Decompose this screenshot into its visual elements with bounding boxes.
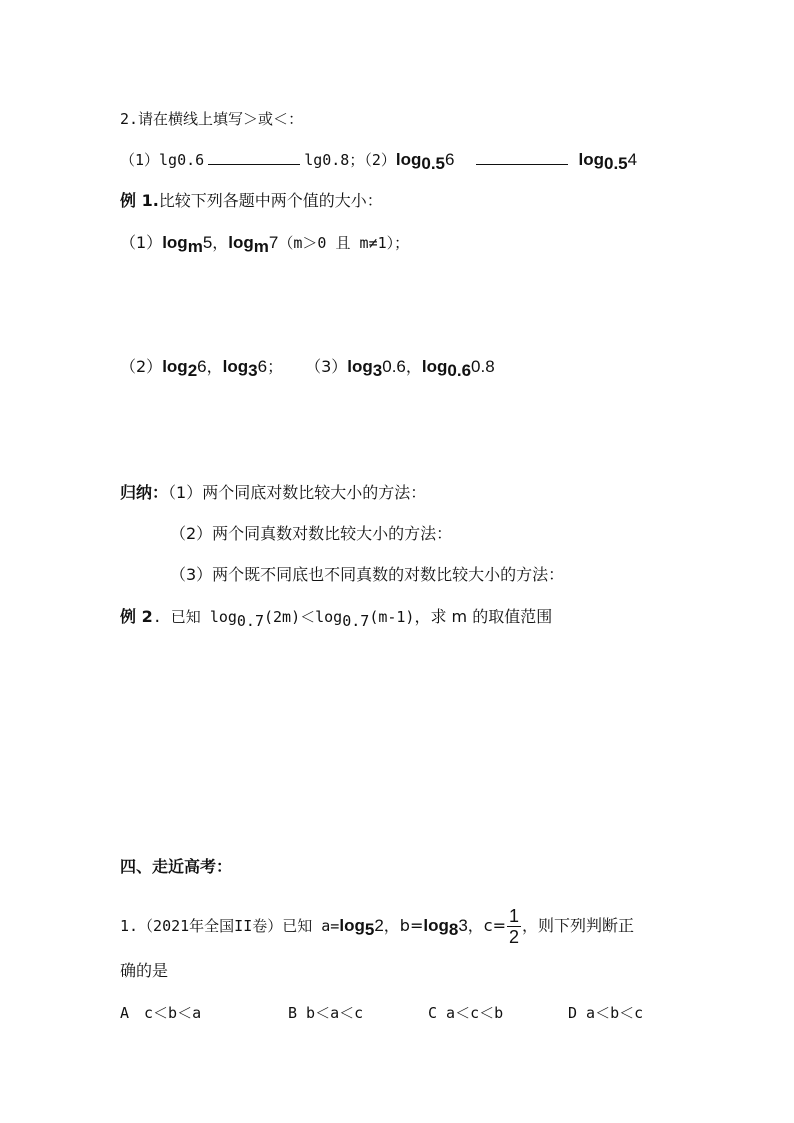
log-base: 8 xyxy=(448,920,459,939)
log-text: log xyxy=(209,608,237,626)
log-argument: 2 xyxy=(374,916,384,935)
log-argument: 0.6 xyxy=(382,357,406,376)
example-2-tail: ，求 m 的取值范围 xyxy=(414,607,553,626)
log-text: log xyxy=(423,916,449,935)
part-1-open: （1） xyxy=(120,151,160,169)
log-base: 0.7 xyxy=(342,612,370,630)
log-argument: 7 xyxy=(268,233,279,252)
log-base: 0.6 xyxy=(447,361,472,380)
log-text: log xyxy=(162,233,188,252)
log-text: log xyxy=(421,357,448,376)
log-base: 0.5 xyxy=(603,154,628,173)
answer-blank-2[interactable] xyxy=(476,148,568,165)
summary-line-1 xyxy=(120,482,426,504)
log-text: log xyxy=(339,916,365,935)
log-base: m xyxy=(253,237,269,256)
option-c[interactable]: C a＜c＜b xyxy=(428,1004,504,1022)
log-text: log xyxy=(228,233,254,252)
summary-item-2: （2）两个同真数对数比较大小的方法： xyxy=(170,524,453,543)
log-argument: 3 xyxy=(458,916,468,935)
log-argument: 6 xyxy=(445,150,455,169)
log-text: log xyxy=(347,357,373,376)
separator: ， xyxy=(212,233,229,252)
question-prefix: 1.（2021年全国II卷）已知 a= xyxy=(120,917,340,935)
separator: ， xyxy=(206,357,223,376)
part-1-left: lg0.6 xyxy=(159,151,205,169)
log-base: m xyxy=(187,237,203,256)
fraction-denominator: 2 xyxy=(509,927,520,947)
log-text: log xyxy=(315,608,343,626)
log-base: 5 xyxy=(364,920,375,939)
question-tail: ，则下列判断正 xyxy=(522,916,635,935)
question-2-parts xyxy=(120,148,637,171)
example-1-items-2-3 xyxy=(120,356,495,378)
item-open: （1） xyxy=(120,233,163,252)
log-text: log xyxy=(578,150,604,169)
log-argument: 6 xyxy=(257,357,268,376)
option-a[interactable]: A c＜b＜a xyxy=(120,1004,202,1022)
condition-text: （m＞0 且 m≠1）； xyxy=(278,234,410,252)
summary-item-3: （3）两个既不同底也不同真数的对数比较大小的方法： xyxy=(170,565,565,584)
question-line-2: 确的是 xyxy=(120,961,169,980)
example-1-label: 例 1. xyxy=(120,191,159,210)
log-argument: 0.8 xyxy=(471,357,495,376)
example-1-heading xyxy=(120,190,383,212)
summary-label: 归纳： xyxy=(120,483,169,502)
log-argument: 5 xyxy=(202,233,213,252)
log-text: log xyxy=(222,357,249,376)
log-base: 0.7 xyxy=(236,612,264,630)
log-argument: (m-1) xyxy=(369,608,415,626)
part-1-right: lg0.8； xyxy=(304,151,365,169)
example-2-intro: . 已知 xyxy=(152,608,210,626)
example-2 xyxy=(120,606,552,628)
log-base: 2 xyxy=(187,361,198,380)
fraction-numerator: 1 xyxy=(509,906,520,926)
example-2-label: 例 2 xyxy=(120,607,153,626)
log-base: 3 xyxy=(372,361,383,380)
c-prefix: ，c= xyxy=(467,916,507,935)
log-argument: (2m)＜ xyxy=(264,608,316,626)
log-base: 0.5 xyxy=(421,154,446,173)
section-4-title: 四、走近高考： xyxy=(120,857,233,876)
item-open: （3） xyxy=(305,357,348,376)
fraction xyxy=(507,906,521,947)
answer-options xyxy=(120,1002,680,1024)
item-open: （2） xyxy=(120,357,163,376)
part-2-open: （2） xyxy=(364,151,396,169)
log-argument: 4 xyxy=(627,150,638,169)
log-argument: 6 xyxy=(197,357,207,376)
log-text: log xyxy=(395,150,422,169)
option-b[interactable]: B b＜a＜c xyxy=(288,1004,364,1022)
b-prefix: ，b= xyxy=(383,916,424,935)
summary-item-1: （1）两个同底对数比较大小的方法： xyxy=(168,483,427,502)
example-1-item-1 xyxy=(120,232,409,254)
log-base: 3 xyxy=(248,361,258,380)
gaokao-question-1 xyxy=(120,906,634,947)
example-1-text: 比较下列各题中两个值的大小： xyxy=(158,191,383,210)
log-text: log xyxy=(162,357,188,376)
separator: ， xyxy=(405,357,422,376)
question-2-title: 2.请在横线上填写＞或＜： xyxy=(120,110,304,128)
answer-blank-1[interactable] xyxy=(208,148,300,165)
item-end: ； xyxy=(267,357,284,376)
option-d[interactable]: D a＜b＜c xyxy=(568,1004,644,1022)
